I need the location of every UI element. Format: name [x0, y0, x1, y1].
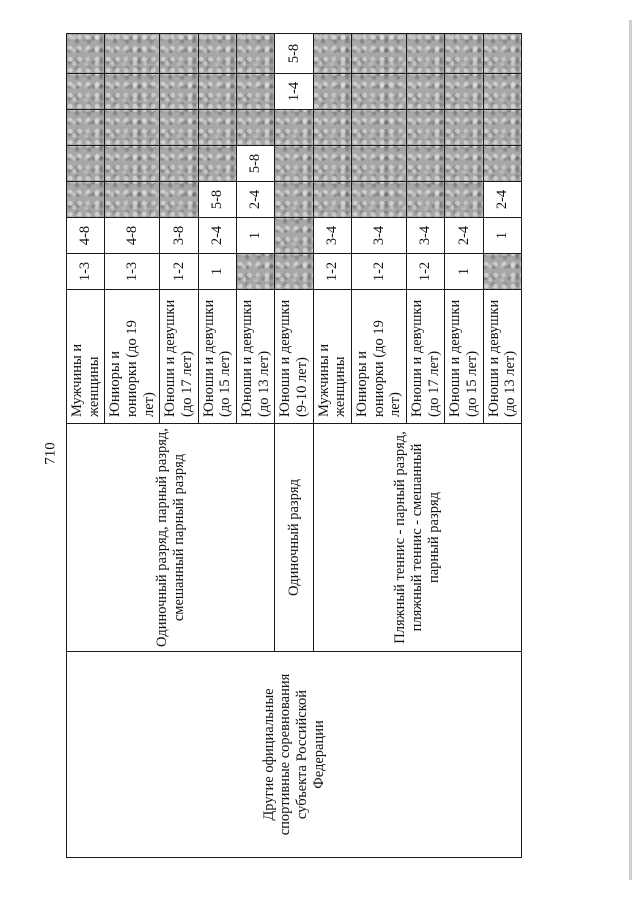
category-cell: Юноши и девушки (до 13 лет) [237, 290, 275, 424]
shaded-cell [67, 34, 105, 74]
shaded-cell [313, 34, 351, 74]
rank-cell: 1-3 [67, 254, 105, 290]
shaded-cell [105, 182, 160, 218]
rank-cell: 3-4 [407, 218, 445, 254]
rank-cell: 4-8 [105, 218, 160, 254]
rank-cell: 1 [237, 218, 275, 254]
shaded-cell [67, 146, 105, 182]
shaded-cell [313, 74, 351, 110]
rank-cell: 1-2 [407, 254, 445, 290]
rank-cell: 1 [483, 218, 521, 254]
rank-cell: 1-4 [275, 74, 313, 110]
rotated-table-container [66, 34, 519, 858]
shaded-cell [445, 34, 483, 74]
shaded-cell [160, 74, 198, 110]
shaded-cell [445, 110, 483, 146]
shaded-cell [313, 182, 351, 218]
category-cell: Юноши и девушки (до 17 лет) [160, 290, 198, 424]
shaded-cell [407, 146, 445, 182]
rank-cell: 3-4 [313, 218, 351, 254]
rank-cell: 3-8 [160, 218, 198, 254]
rank-cell: 1-2 [160, 254, 198, 290]
shaded-cell [275, 254, 313, 290]
shaded-cell [237, 110, 275, 146]
discipline-cell: Одиночный разряд, парный разряд, смешанный парный разряд [67, 424, 275, 652]
rank-cell: 1-2 [352, 254, 407, 290]
shaded-cell [445, 182, 483, 218]
shaded-cell [313, 146, 351, 182]
rank-cell: 2-4 [483, 182, 521, 218]
shaded-cell [275, 218, 313, 254]
shaded-cell [352, 182, 407, 218]
table-row [67, 34, 105, 858]
shaded-cell [445, 74, 483, 110]
shaded-cell [160, 34, 198, 74]
shaded-cell [237, 34, 275, 74]
shaded-cell [198, 110, 236, 146]
shaded-cell [445, 146, 483, 182]
shaded-cell [67, 74, 105, 110]
category-cell: Юноши и девушки (до 15 лет) [198, 290, 236, 424]
shaded-cell [483, 254, 521, 290]
shaded-cell [275, 146, 313, 182]
category-cell: Мужчины и женщины [67, 290, 105, 424]
shaded-cell [275, 110, 313, 146]
shaded-cell [483, 74, 521, 110]
shaded-cell [198, 146, 236, 182]
shaded-cell [407, 74, 445, 110]
rank-cell: 1 [445, 254, 483, 290]
rank-cell: 2-4 [198, 218, 236, 254]
shaded-cell [160, 182, 198, 218]
shaded-cell [352, 146, 407, 182]
rank-cell: 3-4 [352, 218, 407, 254]
category-cell: Юноши и девушки (до 17 лет) [407, 290, 445, 424]
shaded-cell [160, 146, 198, 182]
discipline-cell: Одиночный разряд [275, 424, 313, 652]
shaded-cell [352, 34, 407, 74]
shaded-cell [275, 182, 313, 218]
shaded-cell [352, 74, 407, 110]
shaded-cell [198, 34, 236, 74]
category-cell: Юноши и девушки (9-10 лет) [275, 290, 313, 424]
shaded-cell [237, 74, 275, 110]
shaded-cell [237, 254, 275, 290]
shaded-cell [483, 110, 521, 146]
rank-cell: 5-8 [198, 182, 236, 218]
shaded-cell [313, 110, 351, 146]
shaded-cell [407, 110, 445, 146]
rank-cell: 5-8 [275, 34, 313, 74]
shaded-cell [483, 34, 521, 74]
shaded-cell [407, 34, 445, 74]
shaded-cell [407, 182, 445, 218]
discipline-cell: Пляжный теннис - парный разряд, пляжный теннис - смешанный парный разряд [313, 424, 521, 652]
ranking-table [66, 33, 522, 858]
shaded-cell [105, 74, 160, 110]
shaded-cell [483, 146, 521, 182]
category-cell: Юниоры и юниорки (до 19 лет) [352, 290, 407, 424]
table-body [67, 34, 522, 858]
rank-cell: 2-4 [445, 218, 483, 254]
shaded-cell [105, 110, 160, 146]
page-number: 710 [42, 442, 59, 465]
category-cell: Юноши и девушки (до 13 лет) [483, 290, 521, 424]
shaded-cell [105, 146, 160, 182]
event-cell: Другие официальные спортивные соревнования субъекта Российской Федерации [67, 652, 522, 858]
shaded-cell [105, 34, 160, 74]
category-cell: Юноши и девушки (до 15 лет) [445, 290, 483, 424]
rank-cell: 1-2 [313, 254, 351, 290]
category-cell: Мужчины и женщины [313, 290, 351, 424]
category-cell: Юниоры и юниорки (до 19 лет) [105, 290, 160, 424]
rank-cell: 1-3 [105, 254, 160, 290]
rank-cell: 4-8 [67, 218, 105, 254]
scan-edge [629, 20, 632, 880]
shaded-cell [198, 74, 236, 110]
shaded-cell [67, 182, 105, 218]
shaded-cell [67, 110, 105, 146]
shaded-cell [160, 110, 198, 146]
rank-cell: 5-8 [237, 146, 275, 182]
rank-cell: 1 [198, 254, 236, 290]
shaded-cell [352, 110, 407, 146]
rank-cell: 2-4 [237, 182, 275, 218]
